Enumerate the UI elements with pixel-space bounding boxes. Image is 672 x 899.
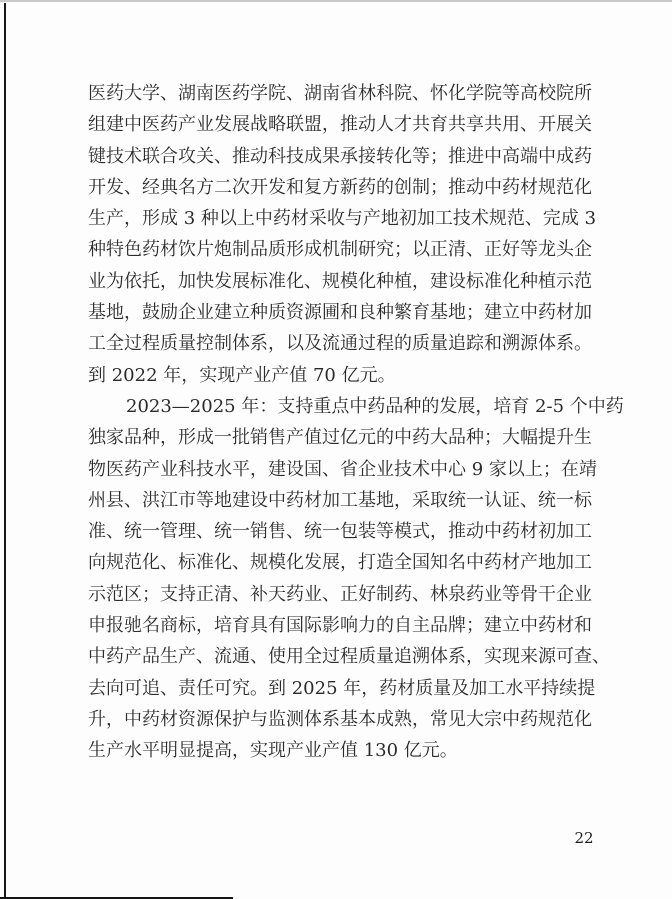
text-line: 开发、经典名方二次开发和复方新药的创制；推动中药材规范化 bbox=[88, 176, 592, 198]
text-line: 键技术联合攻关、推动科技成果承接转化等；推进中高端中成药 bbox=[88, 145, 592, 167]
scan-edge-top bbox=[0, 0, 672, 2]
text-line: 组建中医药产业发展战略联盟，推动人才共育共享共用、开展关 bbox=[88, 114, 592, 136]
text-line: 物医药产业科技水平，建设国、省企业技术中心 9 家以上；在靖 bbox=[88, 458, 597, 480]
text-line: 准、统一管理、统一销售、统一包装等模式，推动中药材初加工 bbox=[88, 521, 592, 543]
text-line: 向规范化、标准化、规模化发展，打造全国知名中药材产地加工 bbox=[88, 552, 592, 574]
text-line: 生产，形成 3 种以上中药材采收与产地初加工技术规范、完成 3 bbox=[88, 208, 597, 230]
text-line: 中药产品生产、流通、使用全过程质量追溯体系，实现来源可查、 bbox=[88, 646, 610, 668]
text-line: 示范区；支持正清、补天药业、正好制药、林泉药业等骨干企业 bbox=[88, 583, 592, 605]
scan-edge-left bbox=[4, 3, 6, 899]
text-line: 到 2022 年，实现产业产值 70 亿元。 bbox=[88, 364, 396, 386]
text-line: 升，中药材资源保护与监测体系基本成熟，常见大宗中药规范化 bbox=[88, 708, 592, 730]
paragraph-2 bbox=[88, 391, 624, 767]
text-line: 2023—2025 年：支持重点中药品种的发展，培育 2-5 个中药 bbox=[126, 395, 624, 417]
text-line: 种特色药材饮片炮制品质形成机制研究；以正清、正好等龙头企 bbox=[88, 239, 592, 261]
text-line: 工全过程质量控制体系，以及流通过程的质量追踪和溯源体系。 bbox=[88, 333, 592, 355]
page-number: 22 bbox=[574, 829, 594, 847]
text-line: 州县、洪江市等地建设中药材加工基地，采取统一认证、统一标 bbox=[88, 489, 592, 511]
text-line: 独家品种，形成一批销售产值过亿元的中药大品种；大幅提升生 bbox=[88, 427, 592, 449]
text-line: 医药大学、湖南医药学院、湖南省林科院、怀化学院等高校院所 bbox=[88, 83, 592, 104]
body-text bbox=[88, 78, 624, 767]
text-line: 基地，鼓励企业建立种质资源圃和良种繁育基地；建立中药材加 bbox=[88, 302, 592, 324]
paragraph-1 bbox=[88, 78, 597, 391]
text-line: 生产水平明显提高，实现产业产值 130 亿元。 bbox=[88, 740, 458, 762]
text-line: 申报驰名商标，培育具有国际影响力的自主品牌；建立中药材和 bbox=[88, 615, 592, 637]
text-line: 业为依托，加快发展标准化、规模化种植，建设标准化种植示范 bbox=[88, 270, 592, 292]
text-line: 去向可追、责任可究。到 2025 年，药材质量及加工水平持续提 bbox=[88, 677, 596, 699]
